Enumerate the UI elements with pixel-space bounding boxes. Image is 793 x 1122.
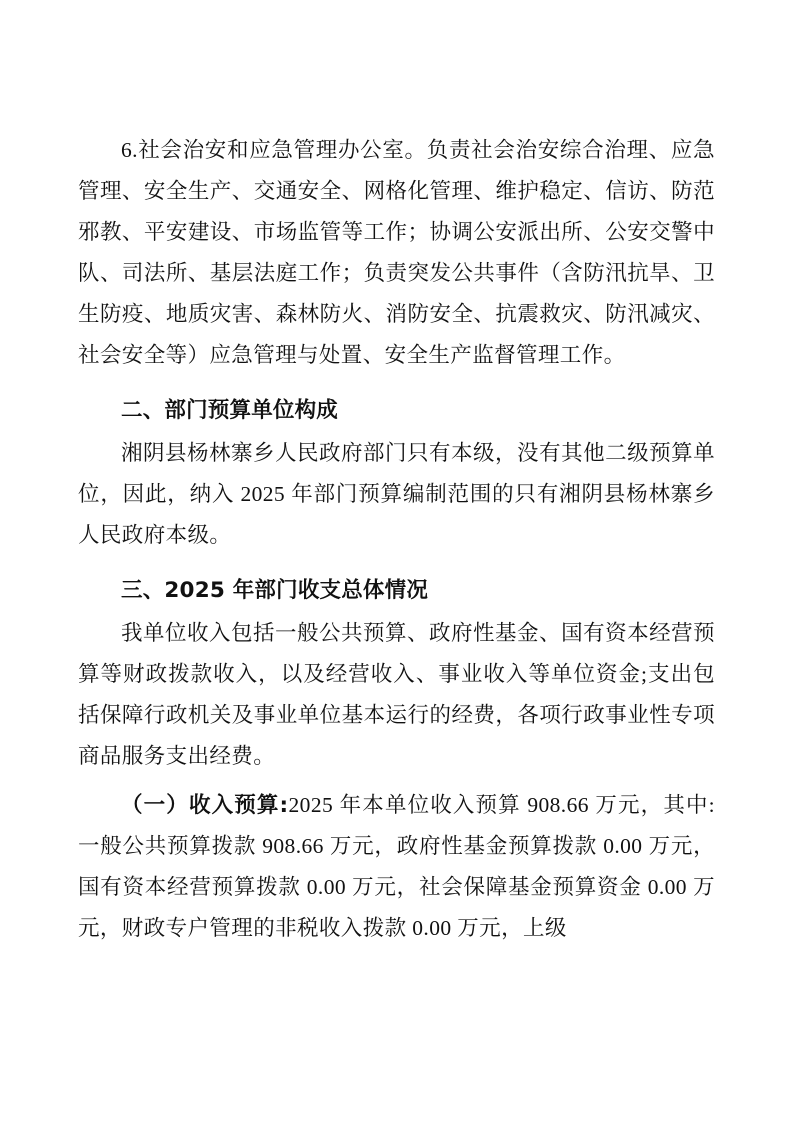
paragraph-public-security-office: 6.社会治安和应急管理办公室。负责社会治安综合治理、应急管理、安全生产、交通安全、网格化管理、维护稳定、信访、防范邪教、平安建设、市场监管等工作；协调公安派出所、公安交警中队、司法所、基层法庭工作；负责突发公共事件（含防汛抗旱、卫生防疫、地质灾害、森林防火、消防安全、抗震救灾、防汛减灾、社会安全等）应急管理与处置、安全生产监督管理工作。 [78,138,715,367]
paragraph-section-two-body: 湘阴县杨林寨乡人民政府部门只有本级，没有其他二级预算单位，因此，纳入 2025 年部门预算编制范围的只有湘阴县杨林寨乡人民政府本级。 [78,441,715,547]
paragraph-section-three-body: 我单位收入包括一般公共预算、政府性基金、国有资本经营预算等财政拨款收入，以及经营收入、事业收入等单位资金;支出包括保障行政机关及事业单位基本运行的经费，各项行政事业性专项商品服务支出经费。 [78,621,715,768]
subheading-revenue-budget: （一）收入预算: [121,793,289,818]
heading-section-three: 三、2025 年部门收支总体情况 [121,578,429,603]
paragraph-revenue-budget [78,785,715,949]
paragraph-spacer [78,558,715,564]
paragraph-spacer [78,378,715,384]
heading-section-two: 二、部门预算单位构成 [121,398,339,423]
paragraph-revenue-budget-text: 2025 年本单位收入预算 908.66 万元，其中: 一般公共预算拨款 908.66 万元，政府性基金预算拨款 0.00 万元，国有资本经营预算拨款 0.00 万元，社会保障基金预算资金 0.00 万元，财政专户管理的非税收入拨款 0.00 万元，上级 [78,793,715,940]
